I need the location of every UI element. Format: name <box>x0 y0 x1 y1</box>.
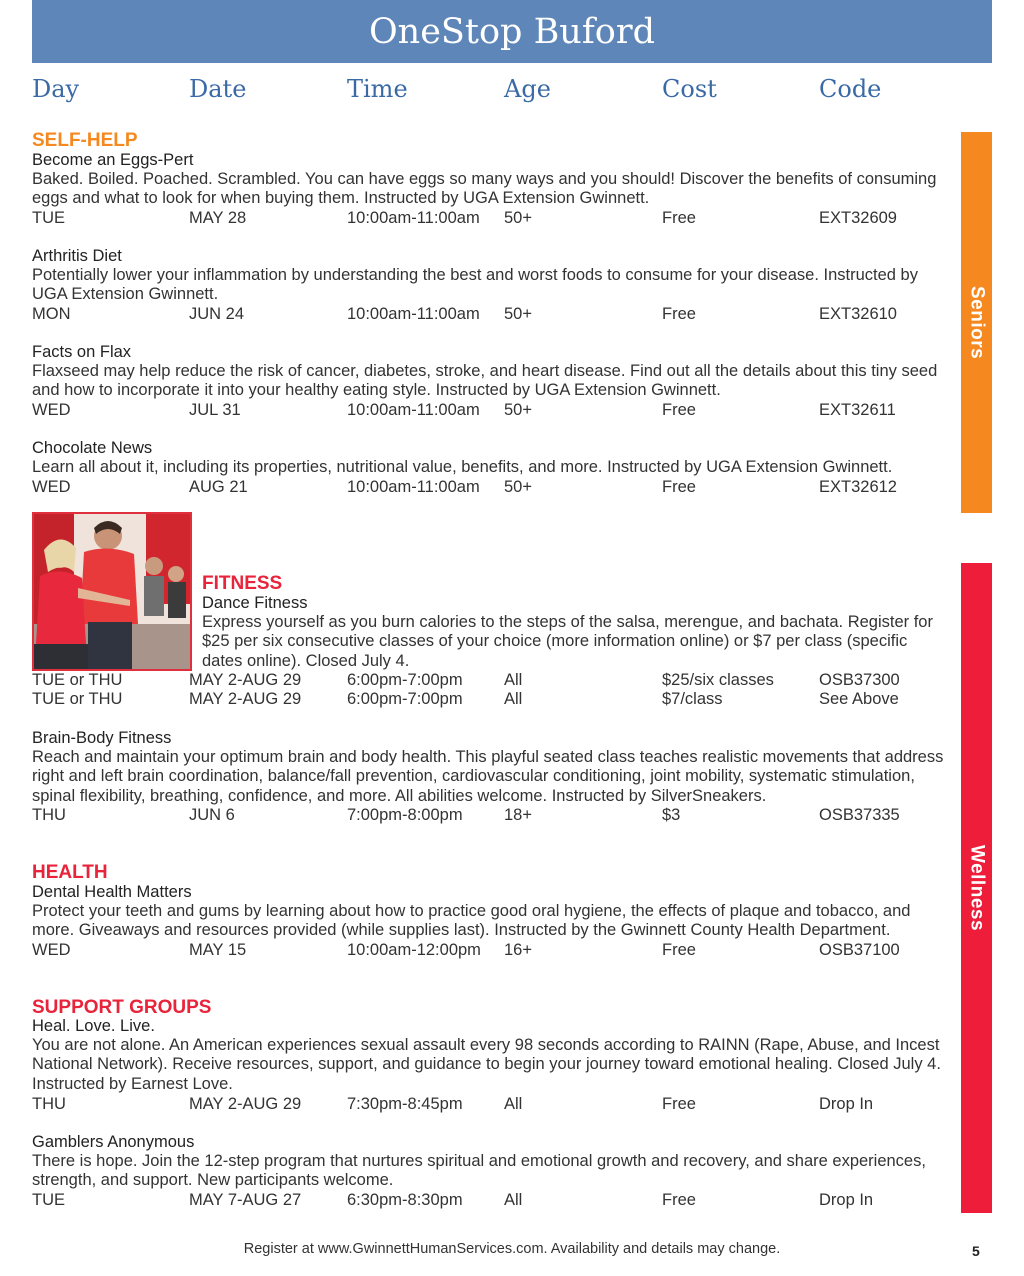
section-title-fitness: FITNESS <box>202 573 283 594</box>
row-cost: $3 <box>662 806 681 824</box>
dance-class-illustration <box>34 514 190 669</box>
schedule-row <box>0 690 960 709</box>
schedule-row <box>0 941 960 960</box>
schedule-row <box>0 305 960 324</box>
row-date: MAY 28 <box>189 209 247 227</box>
column-head-time: Time <box>347 75 408 103</box>
program-description: Express yourself as you burn calories to the steps of the salsa, merengue, and bachata. Register for $25 per six consecutive classes of your choice (more information online) or $7 per class (specific dates online). Closed July 4. <box>202 613 933 670</box>
row-cost: Free <box>662 401 696 419</box>
section-title-health: HEALTH <box>32 862 108 883</box>
column-head-day: Day <box>32 75 80 103</box>
row-code: OSB37300 <box>819 671 900 689</box>
row-day: MON <box>32 305 71 323</box>
row-time: 10:00am-11:00am <box>347 209 480 227</box>
row-day: TUE or THU <box>32 690 123 708</box>
schedule-row <box>0 806 960 825</box>
row-age: All <box>504 690 523 708</box>
row-date: MAY 2-AUG 29 <box>189 690 302 708</box>
program-title: Dance Fitness <box>202 594 308 612</box>
row-date: JUN 6 <box>189 806 235 824</box>
row-code: Drop In <box>819 1191 874 1209</box>
row-time: 7:30pm-8:45pm <box>347 1095 463 1113</box>
row-age: 50+ <box>504 305 532 323</box>
row-cost: $25/six classes <box>662 671 774 689</box>
schedule-row <box>0 1095 960 1114</box>
program-title: Brain-Body Fitness <box>32 729 172 747</box>
row-date: JUL 31 <box>189 401 241 419</box>
row-date: MAY 2-AUG 29 <box>189 671 302 689</box>
row-time: 7:00pm-8:00pm <box>347 806 463 824</box>
row-time: 10:00am-11:00am <box>347 401 480 419</box>
program-description: Protect your teeth and gums by learning about how to practice good oral hygiene, the effects of plaque and tobacco, and more. Giveaways and resources provided (while supplies last). Instructed by the Gwinnett County Health Department. <box>32 902 911 940</box>
row-day: THU <box>32 806 66 824</box>
row-time: 10:00am-11:00am <box>347 478 480 496</box>
row-age: All <box>504 1191 523 1209</box>
side-tab-seniors-label: Seniors <box>966 285 988 360</box>
row-code: EXT32611 <box>819 401 896 419</box>
program-title: Gamblers Anonymous <box>32 1133 195 1151</box>
side-tab-wellness <box>961 563 992 1213</box>
row-code: Drop In <box>819 1095 874 1113</box>
row-code: EXT32610 <box>819 305 897 323</box>
program-description: There is hope. Join the 12-step program that nurtures spiritual and emotional growth and recovery, and share experiences, strength, and support. New participants welcome. <box>32 1152 926 1190</box>
row-age: 16+ <box>504 941 532 959</box>
row-day: WED <box>32 401 71 419</box>
program-description: Potentially lower your inflammation by understanding the best and worst foods to consume for your disease. Instructed by UGA Extension Gwinnett. <box>32 266 918 304</box>
schedule-row <box>0 209 960 228</box>
side-tab-seniors <box>961 132 992 513</box>
row-time: 6:30pm-8:30pm <box>347 1191 463 1209</box>
row-cost: Free <box>662 478 696 496</box>
row-age: 50+ <box>504 401 532 419</box>
row-date: MAY 7-AUG 27 <box>189 1191 302 1209</box>
column-head-code: Code <box>819 75 882 103</box>
column-head-date: Date <box>189 75 247 103</box>
row-cost: Free <box>662 1095 696 1113</box>
row-cost: Free <box>662 209 696 227</box>
page-title: OneStop Buford <box>368 11 655 52</box>
row-code: OSB37335 <box>819 806 900 824</box>
row-day: TUE <box>32 209 65 227</box>
schedule-row <box>0 478 960 497</box>
row-cost: Free <box>662 941 696 959</box>
row-time: 6:00pm-7:00pm <box>347 671 463 689</box>
footer-note: Register at www.GwinnettHumanServices.com. Availability and details may change. <box>243 1241 781 1257</box>
row-day: WED <box>32 941 71 959</box>
row-cost: Free <box>662 1191 696 1209</box>
row-age: 18+ <box>504 806 532 824</box>
program-title: Dental Health Matters <box>32 883 192 901</box>
row-code: EXT32612 <box>819 478 897 496</box>
row-cost: $7/class <box>662 690 723 708</box>
section-title-support-groups: SUPPORT GROUPS <box>32 997 212 1018</box>
program-title: Become an Eggs-Pert <box>32 151 194 169</box>
row-time: 10:00am-11:00am <box>347 305 480 323</box>
row-date: AUG 21 <box>189 478 248 496</box>
column-head-age: Age <box>504 75 551 103</box>
row-code: See Above <box>819 690 899 708</box>
row-age: All <box>504 1095 523 1113</box>
program-description: Learn all about it, including its properties, nutritional value, benefits, and more. Instructed by UGA Extension Gwinnett. <box>32 458 893 476</box>
row-day: THU <box>32 1095 66 1113</box>
row-age: 50+ <box>504 478 532 496</box>
program-description: Flaxseed may help reduce the risk of cancer, diabetes, stroke, and heart disease. Find out all the details about this tiny seed and how to incorporate it into your healthy eating style. Instructed by UGA Extension Gwinnett. <box>32 362 938 400</box>
column-head-cost: Cost <box>662 75 717 103</box>
dance-class-photo <box>32 512 192 671</box>
row-cost: Free <box>662 305 696 323</box>
program-title: Chocolate News <box>32 439 153 457</box>
schedule-row <box>0 401 960 420</box>
side-tab-wellness-label: Wellness <box>966 844 988 932</box>
schedule-row <box>0 1191 960 1210</box>
section-title-self-help: SELF-HELP <box>32 130 138 151</box>
row-date: JUN 24 <box>189 305 245 323</box>
program-title: Heal. Love. Live. <box>32 1017 155 1035</box>
program-description: You are not alone. An American experiences sexual assault every 98 seconds according to RAINN (Rape, Abuse, and Incest National Network). Receive resources, support, and guidance to begin your journey toward emotional healing. Closed July 4. Instructed by Earnest Love. <box>32 1036 941 1093</box>
row-date: MAY 15 <box>189 941 247 959</box>
row-age: 50+ <box>504 209 532 227</box>
row-code: EXT32609 <box>819 209 897 227</box>
row-date: MAY 2-AUG 29 <box>189 1095 302 1113</box>
schedule-row <box>0 671 960 690</box>
program-title: Facts on Flax <box>32 343 132 361</box>
page-banner <box>32 0 992 63</box>
row-time: 10:00am-12:00pm <box>347 941 481 959</box>
program-description: Reach and maintain your optimum brain and body health. This playful seated class teaches realistic movements that address right and left brain coordination, balance/fall prevention, cardiovascular conditioning, joint mobility, systematic stimulation, spinal flexibility, breathing, confidence, and more. All abilities welcome. Instructed by SilverSneakers. <box>32 748 944 805</box>
row-day: TUE or THU <box>32 671 123 689</box>
page-number: 5 <box>972 1243 980 1259</box>
row-day: WED <box>32 478 71 496</box>
row-day: TUE <box>32 1191 65 1209</box>
row-age: All <box>504 671 523 689</box>
row-code: OSB37100 <box>819 941 900 959</box>
program-title: Arthritis Diet <box>32 247 122 265</box>
row-time: 6:00pm-7:00pm <box>347 690 463 708</box>
program-description: Baked. Boiled. Poached. Scrambled. You can have eggs so many ways and you should! Discover the benefits of consuming eggs and what to look for when buying them. Instructed by UGA Extension Gwinnett. <box>32 170 937 208</box>
